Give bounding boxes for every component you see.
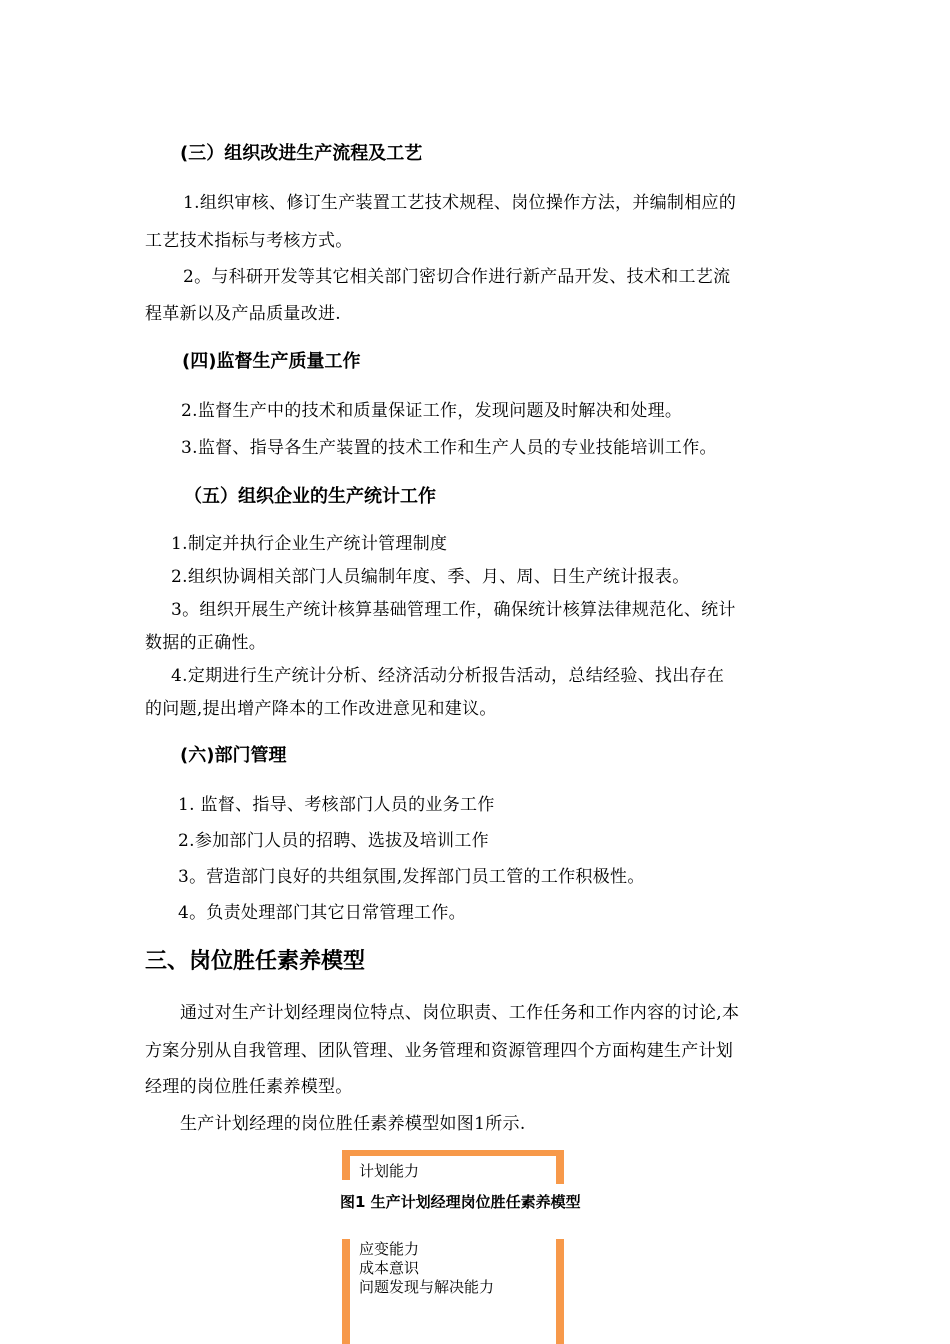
- figure-caption: 图1 生产计划经理岗位胜任素养模型: [340, 1193, 581, 1211]
- section-6-item: 1. 监督、指导、考核部门人员的业务工作: [178, 795, 495, 815]
- section-4-heading: (四)监督生产质量工作: [182, 351, 361, 372]
- figure-frame-left-upper: [342, 1150, 350, 1180]
- figure-item: 应变能力: [359, 1240, 420, 1258]
- chapter-3-heading: 三、岗位胜任素养模型: [145, 949, 366, 974]
- section-6-item: 2.参加部门人员的招聘、选拔及培训工作: [178, 831, 489, 851]
- figure-frame-right-upper: [556, 1150, 564, 1184]
- section-3-para-1-line-1: 1.组织审核、修订生产装置工艺技术规程、岗位操作方法，并编制相应的: [183, 193, 737, 213]
- figure-frame-left-lower: [342, 1239, 350, 1344]
- section-5-item-4-line-1: 4.定期进行生产统计分析、经济活动分析报告活动，总结经验、找出存在: [171, 666, 725, 686]
- figure-frame-top: [342, 1150, 564, 1156]
- chapter-3-para-2: 生产计划经理的岗位胜任素养模型如图1所示.: [180, 1114, 526, 1134]
- section-3-heading: (三）组织改进生产流程及工艺: [180, 143, 423, 164]
- chapter-3-para-1-line-2: 方案分别从自我管理、团队管理、业务管理和资源管理四个方面构建生产计划: [145, 1041, 734, 1061]
- section-4-item: 2.监督生产中的技术和质量保证工作，发现问题及时解决和处理。: [181, 401, 683, 421]
- section-6-item: 3。营造部门良好的共组氛围,发挥部门员工管的工作积极性。: [178, 867, 645, 887]
- section-3-para-2-line-2: 程革新以及产品质量改进.: [145, 304, 342, 324]
- figure-item: 成本意识: [359, 1259, 420, 1277]
- section-4-item: 3.监督、指导各生产装置的技术工作和生产人员的专业技能培训工作。: [181, 438, 717, 458]
- chapter-3-para-1-line-3: 经理的岗位胜任素养模型。: [145, 1077, 353, 1097]
- section-3-para-2-line-1: 2。与科研开发等其它相关部门密切合作进行新产品开发、技术和工艺流: [183, 267, 731, 287]
- section-3-para-1-line-2: 工艺技术指标与考核方式。: [145, 231, 353, 251]
- figure-item-top: 计划能力: [359, 1162, 420, 1180]
- figure-item: 问题发现与解决能力: [359, 1278, 495, 1296]
- section-5-item-1: 1.制定并执行企业生产统计管理制度: [171, 534, 448, 554]
- section-5-item-2: 2.组织协调相关部门人员编制年度、季、月、周、日生产统计报表。: [171, 567, 690, 587]
- section-6-item: 4。负责处理部门其它日常管理工作。: [178, 903, 466, 923]
- section-6-heading: (六)部门管理: [180, 745, 287, 766]
- chapter-3-para-1-line-1: 通过对生产计划经理岗位特点、岗位职责、工作任务和工作内容的讨论,本: [180, 1003, 740, 1023]
- section-5-item-3-line-2: 数据的正确性。: [145, 633, 267, 653]
- section-5-item-4-line-2: 的问题,提出增产降本的工作改进意见和建议。: [145, 699, 497, 719]
- section-5-item-3-line-1: 3。组织开展生产统计核算基础管理工作，确保统计核算法律规范化、统计: [171, 600, 736, 620]
- section-5-heading: （五）组织企业的生产统计工作: [184, 486, 436, 507]
- figure-frame-right-lower: [556, 1239, 564, 1344]
